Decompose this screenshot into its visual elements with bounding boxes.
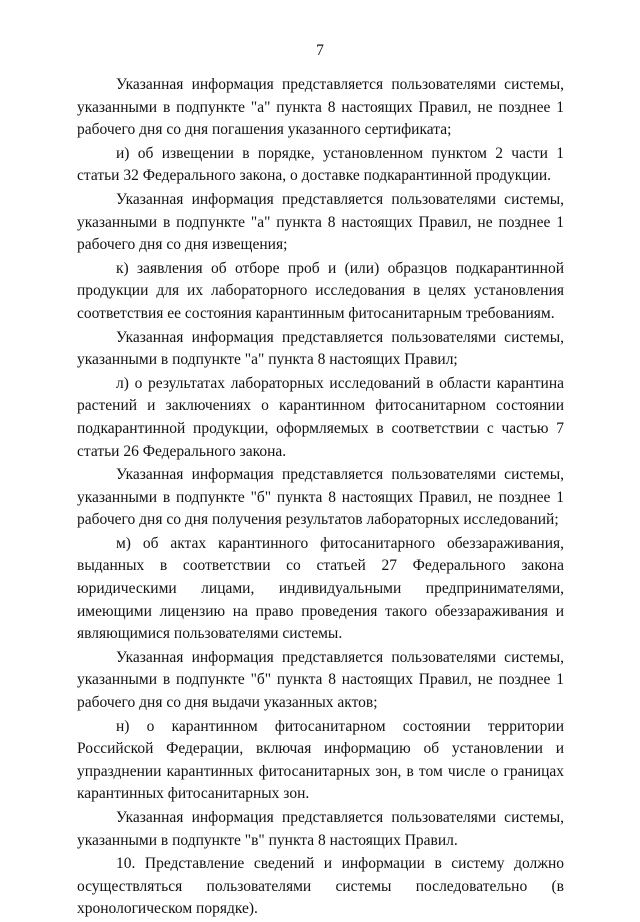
- paragraph: Указанная информация представляется пользователями системы, указанными в подпункте "б" пункта 8 настоящих Правил, не позднее 1 рабочего дня со дня выдачи указанных актов;: [77, 648, 564, 712]
- document-body: [77, 74, 564, 922]
- paragraph: 10. Представление сведений и информации в систему должно осуществляться пользователями системы последовательно (в хронологическом порядке).: [77, 855, 564, 918]
- paragraph: к) заявления об отборе проб и (или) образцов подкарантинной продукции для их лабораторного исследования в целях установления соответствия ее состояния карантинным фитосанитарным требованиям.: [77, 259, 564, 322]
- paragraph: м) об актах карантинного фитосанитарного обеззараживания, выданных в соответствии со статьей 27 Федерального закона юридическими лицами, индивидуальными предпринимателями, имеющими лицензию на право проведения такого обеззараживания и являющимися пользователями системы.: [77, 534, 564, 643]
- page-number: 7: [316, 42, 324, 59]
- paragraph: н) о карантинном фитосанитарном состоянии территории Российской Федерации, включая информацию об установлении и упразднении карантинных фитосанитарных зон, в том числе о границах карантинных фитосанитарных зон.: [77, 717, 564, 803]
- paragraph: Указанная информация представляется пользователями системы, указанными в подпункте "б" пункта 8 настоящих Правил, не позднее 1 рабочего дня со дня получения результатов лабораторных исследований;: [77, 466, 564, 529]
- paragraph: л) о результатах лабораторных исследований в области карантина растений и заключениях о карантинном фитосанитарном состоянии подкарантинной продукции, оформляемых в соответствии с частью 7 статьи 26 Федерального закона.: [77, 374, 564, 460]
- paragraph: Указанная информация представляется пользователями системы, указанными в подпункте "а" пункта 8 настоящих Правил, не позднее 1 рабочего дня со дня извещения;: [77, 190, 564, 254]
- paragraph: Указанная информация представляется пользователями системы, указанными в подпункте "в" пункта 8 настоящих Правил.: [77, 809, 564, 849]
- paragraph: Указанная информация представляется пользователями системы, указанными в подпункте "а" пункта 8 настоящих Правил;: [77, 328, 564, 369]
- paragraph: и) об извещении в порядке, установленном пунктом 2 части 1 статьи 32 Федерального закона, о доставке подкарантинной продукции.: [77, 144, 564, 185]
- paragraph: Указанная информация представляется пользователями системы, указанными в подпункте "а" пункта 8 настоящих Правил, не позднее 1 рабочего дня со дня погашения указанного сертификата;: [77, 76, 564, 139]
